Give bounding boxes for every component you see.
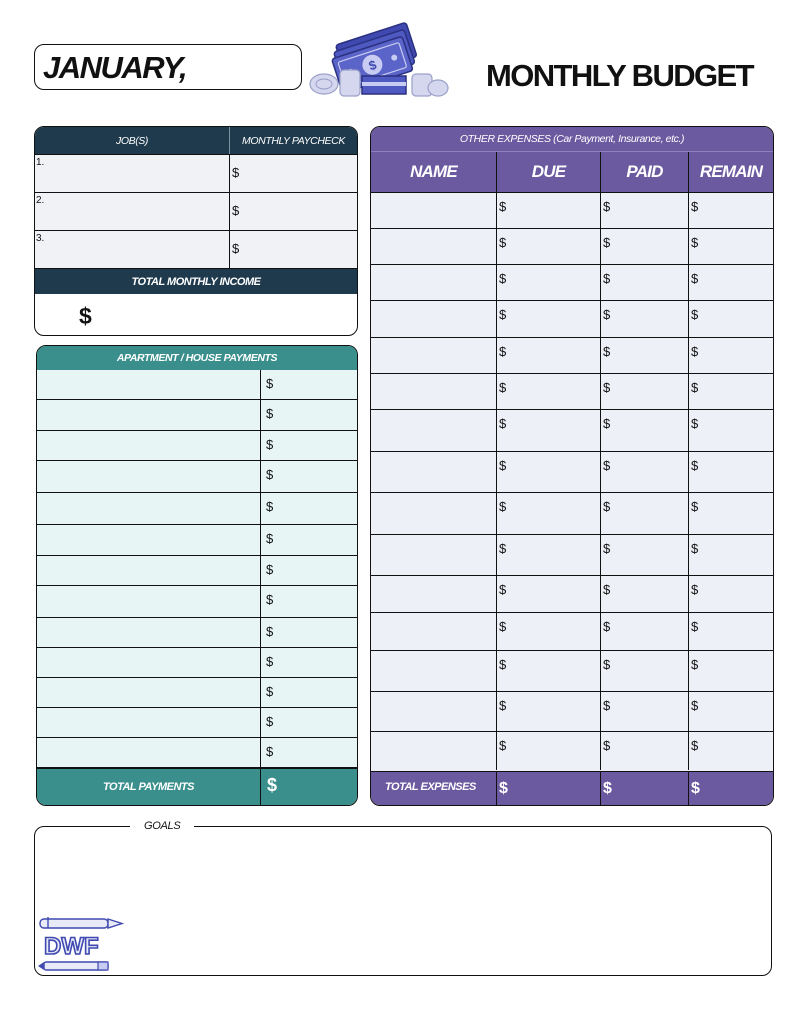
apartment-payment-row[interactable] [37, 493, 357, 525]
total-income-field[interactable]: $ [79, 303, 92, 329]
expense-paid-cell[interactable]: $ [601, 613, 689, 650]
payment-name-cell[interactable] [37, 738, 261, 767]
expense-row[interactable] [371, 373, 773, 409]
job-paycheck-cell[interactable]: $ [232, 203, 240, 218]
jobs-header [35, 127, 357, 154]
goals-box[interactable] [34, 826, 772, 976]
expenses-rows [371, 192, 773, 770]
expense-row[interactable] [371, 409, 773, 451]
job-row[interactable] [35, 192, 357, 230]
expense-name-cell[interactable] [371, 265, 497, 300]
expense-paid-cell[interactable]: $ [601, 301, 689, 337]
expense-name-cell[interactable] [371, 493, 497, 534]
payment-name-cell[interactable] [37, 648, 261, 677]
paycheck-col-header: MONTHLY PAYCHECK [242, 134, 345, 147]
expense-remain-cell[interactable]: $ [691, 416, 699, 431]
payment-name-cell[interactable] [37, 556, 261, 585]
expense-paid-cell[interactable]: $ [601, 229, 689, 264]
payment-amount-cell[interactable]: $ [266, 406, 274, 421]
col-paid: PAID [601, 152, 689, 192]
payment-name-cell[interactable] [37, 678, 261, 707]
total-payments-field[interactable]: $ [267, 775, 278, 795]
expense-name-cell[interactable] [371, 452, 497, 492]
apartment-payment-row[interactable] [37, 618, 357, 648]
expense-row[interactable] [371, 492, 773, 534]
expense-remain-cell[interactable]: $ [691, 582, 699, 597]
total-income-label: TOTAL MONTHLY INCOME [35, 268, 357, 294]
total-remain-field[interactable]: $ [691, 780, 700, 797]
apartment-payment-row[interactable] [37, 431, 357, 461]
job-row[interactable] [35, 154, 357, 192]
expense-name-cell[interactable] [371, 651, 497, 691]
expense-paid-cell[interactable]: $ [601, 493, 689, 534]
payment-amount-cell[interactable]: $ [266, 531, 274, 546]
expense-name-cell[interactable] [371, 410, 497, 451]
job-paycheck-cell[interactable]: $ [232, 241, 240, 256]
expense-row[interactable] [371, 731, 773, 770]
expense-remain-cell[interactable]: $ [691, 698, 699, 713]
expense-due-cell[interactable]: $ [497, 374, 601, 409]
job-name-cell[interactable]: 1. [35, 155, 230, 192]
expense-remain-cell[interactable]: $ [691, 380, 699, 395]
payment-amount-cell[interactable]: $ [266, 562, 274, 577]
expense-paid-cell[interactable]: $ [601, 265, 689, 300]
apartment-payment-row[interactable] [37, 648, 357, 678]
expense-row[interactable] [371, 264, 773, 300]
apartment-payment-row[interactable] [37, 738, 357, 768]
expenses-panel [370, 126, 774, 806]
expense-remain-cell[interactable]: $ [691, 619, 699, 634]
expense-row[interactable] [371, 650, 773, 691]
expense-paid-cell[interactable]: $ [601, 535, 689, 575]
expense-name-cell[interactable] [371, 374, 497, 409]
expenses-title: OTHER EXPENSES (Car Payment, Insurance, etc.) [371, 127, 773, 152]
col-remain: REMAIN [699, 162, 763, 181]
expense-due-cell[interactable]: $ [497, 265, 601, 300]
total-payments-label: TOTAL PAYMENTS [37, 769, 261, 805]
expense-due-cell[interactable]: $ [497, 613, 601, 650]
expense-paid-cell[interactable]: $ [601, 338, 689, 373]
payment-amount-cell[interactable]: $ [266, 654, 274, 669]
payment-amount-cell[interactable]: $ [266, 376, 274, 391]
payment-name-cell[interactable] [37, 618, 261, 647]
payment-name-cell[interactable] [37, 525, 261, 555]
payment-amount-cell[interactable]: $ [266, 684, 274, 699]
job-row[interactable] [35, 230, 357, 268]
expense-due-cell[interactable]: $ [497, 410, 601, 451]
jobs-panel [34, 126, 358, 336]
apartment-payment-row[interactable] [37, 525, 357, 556]
apartment-payment-row[interactable] [37, 370, 357, 400]
payment-name-cell[interactable] [37, 370, 261, 399]
total-expenses-label: TOTAL EXPENSES [371, 772, 497, 805]
payment-name-cell[interactable] [37, 586, 261, 617]
apartment-payment-row[interactable] [37, 400, 357, 431]
payment-name-cell[interactable] [37, 493, 261, 524]
expense-due-cell[interactable]: $ [497, 452, 601, 492]
expense-paid-cell[interactable]: $ [601, 410, 689, 451]
expense-remain-cell[interactable]: $ [691, 235, 699, 250]
expense-name-cell[interactable] [371, 535, 497, 575]
expense-row[interactable] [371, 300, 773, 337]
total-paid-field[interactable]: $ [601, 772, 689, 805]
expense-row[interactable] [371, 451, 773, 492]
apartment-payment-row[interactable] [37, 586, 357, 618]
expense-remain-cell[interactable]: $ [691, 738, 699, 753]
payment-name-cell[interactable] [37, 708, 261, 737]
apartment-payment-row[interactable] [37, 461, 357, 493]
expense-paid-cell[interactable]: $ [601, 452, 689, 492]
total-expenses-row [371, 771, 773, 805]
dwf-logo [38, 915, 128, 975]
payment-amount-cell[interactable]: $ [266, 744, 274, 759]
apartment-panel [36, 345, 358, 806]
payment-name-cell[interactable] [37, 461, 261, 492]
payment-amount-cell[interactable]: $ [266, 592, 274, 607]
job-name-cell[interactable]: 2. [35, 193, 230, 230]
payment-name-cell[interactable] [37, 400, 261, 430]
expense-paid-cell[interactable]: $ [601, 576, 689, 612]
expense-due-cell[interactable]: $ [497, 692, 601, 731]
expense-remain-cell[interactable]: $ [691, 307, 699, 322]
expense-due-cell[interactable]: $ [497, 301, 601, 337]
expense-remain-cell[interactable]: $ [691, 499, 699, 514]
payment-amount-cell[interactable]: $ [266, 467, 274, 482]
expense-remain-cell[interactable]: $ [691, 271, 699, 286]
dwf-logo-text: DWF [44, 933, 99, 960]
expense-row[interactable] [371, 612, 773, 650]
apartment-title: APARTMENT / HOUSE PAYMENTS [37, 346, 357, 370]
expense-name-cell[interactable] [371, 338, 497, 373]
expense-name-cell[interactable] [371, 193, 497, 228]
payment-name-cell[interactable] [37, 431, 261, 460]
expense-paid-cell[interactable]: $ [601, 692, 689, 731]
expense-due-cell[interactable]: $ [497, 576, 601, 612]
expense-row[interactable] [371, 575, 773, 612]
col-due: DUE [497, 152, 601, 192]
expense-remain-cell[interactable]: $ [691, 657, 699, 672]
expense-paid-cell[interactable]: $ [601, 651, 689, 691]
expense-due-cell[interactable]: $ [497, 535, 601, 575]
total-payments-row [37, 768, 357, 805]
expense-remain-cell[interactable]: $ [691, 199, 699, 214]
expense-row[interactable] [371, 691, 773, 731]
payment-amount-cell[interactable]: $ [266, 499, 274, 514]
page-title: MONTHLY BUDGET [486, 58, 753, 93]
expense-due-cell[interactable]: $ [497, 193, 601, 228]
expense-due-cell[interactable]: $ [497, 493, 601, 534]
apartment-payment-row[interactable] [37, 708, 357, 738]
payment-amount-cell[interactable]: $ [266, 714, 274, 729]
apartment-payment-row[interactable] [37, 678, 357, 708]
goals-label: GOALS [130, 820, 194, 832]
expense-due-cell[interactable]: $ [497, 338, 601, 373]
expenses-column-headers [371, 152, 773, 192]
expense-paid-cell[interactable]: $ [601, 374, 689, 409]
payment-amount-cell[interactable]: $ [266, 437, 274, 452]
expense-row[interactable] [371, 337, 773, 373]
col-name: NAME [371, 152, 497, 192]
expense-row[interactable] [371, 228, 773, 264]
expense-paid-cell[interactable]: $ [601, 193, 689, 228]
expense-remain-cell[interactable]: $ [691, 541, 699, 556]
jobs-col-header: JOB(S) [35, 127, 230, 154]
expense-due-cell[interactable]: $ [497, 229, 601, 264]
expense-remain-cell[interactable]: $ [691, 344, 699, 359]
job-paycheck-cell[interactable]: $ [232, 165, 240, 180]
expense-paid-cell[interactable]: $ [601, 732, 689, 770]
expense-row[interactable] [371, 534, 773, 575]
expense-name-cell[interactable] [371, 301, 497, 337]
expense-name-cell[interactable] [371, 692, 497, 731]
svg-text:$: $ [366, 56, 379, 74]
month-text: JANUARY, [43, 50, 187, 85]
expense-row[interactable] [371, 192, 773, 228]
payment-amount-cell[interactable]: $ [266, 624, 274, 639]
expense-name-cell[interactable] [371, 576, 497, 612]
month-field[interactable] [34, 44, 302, 90]
apartment-payment-row[interactable] [37, 556, 357, 586]
job-name-cell[interactable]: 3. [35, 231, 230, 268]
expense-due-cell[interactable]: $ [497, 651, 601, 691]
apartment-rows [37, 370, 357, 768]
total-due-field[interactable]: $ [497, 772, 601, 805]
expense-name-cell[interactable] [371, 732, 497, 770]
money-stack-icon [304, 20, 450, 100]
expense-remain-cell[interactable]: $ [691, 458, 699, 473]
expense-due-cell[interactable]: $ [497, 732, 601, 770]
expense-name-cell[interactable] [371, 229, 497, 264]
expense-name-cell[interactable] [371, 613, 497, 650]
